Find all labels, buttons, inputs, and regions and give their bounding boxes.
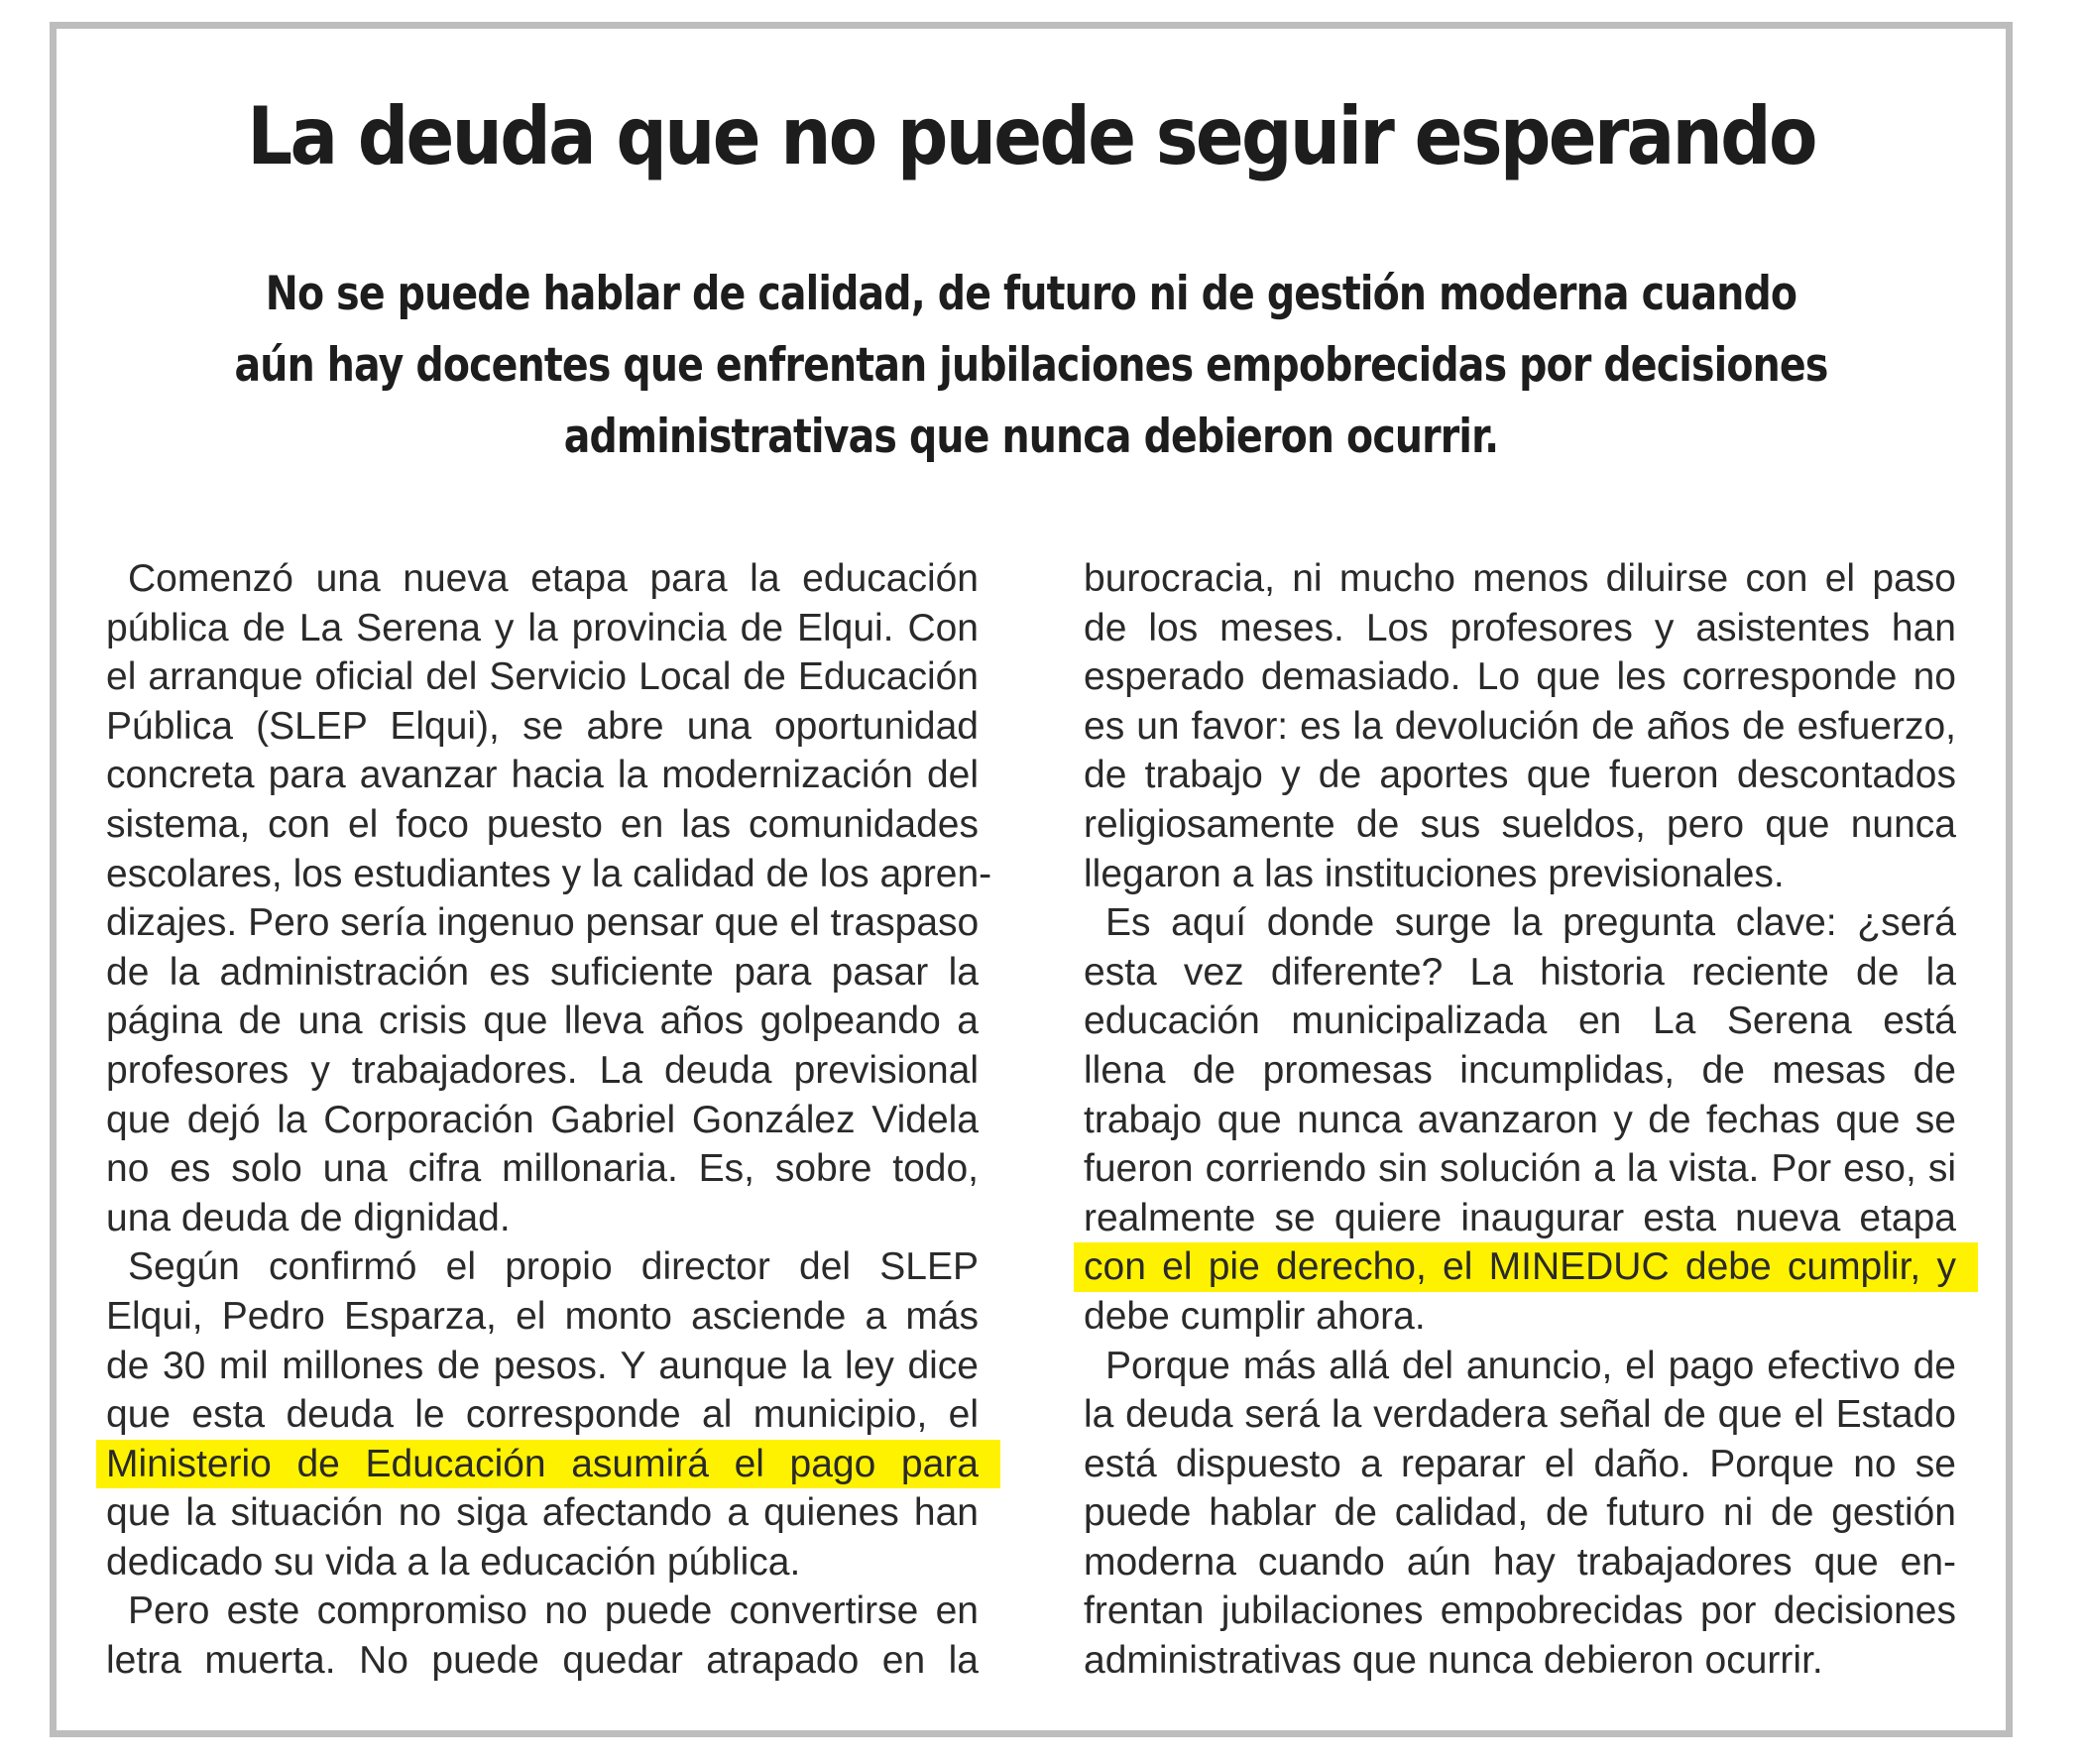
text-line: llena de promesas incumplidas, de mesas de <box>1084 1048 1956 1092</box>
text-line: que la situación no siga afectando a quienes han <box>106 1491 979 1535</box>
text-line: Porque más allá del anuncio, el pago efectivo de <box>1105 1344 1956 1387</box>
text-line: de los meses. Los profesores y asistentes han <box>1084 606 1956 649</box>
deck-line: aún hay docentes que enfrentan jubilaciones empobrecidas por decisiones <box>234 338 1828 393</box>
text-line: trabajo que nunca avanzaron y de fechas que se <box>1084 1098 1956 1141</box>
deck-line: administrativas que nunca debieron ocurrir. <box>563 410 1499 464</box>
text-line: profesores y trabajadores. La deuda previsional <box>106 1048 979 1092</box>
text-line: esperado demasiado. Lo que les corresponde no <box>1084 655 1956 699</box>
text-line: fueron corriendo sin solución a la vista. Por eso, si <box>1084 1147 1956 1191</box>
text-line: de 30 mil millones de pesos. Y aunque la ley dice <box>106 1344 979 1387</box>
text-line: llegaron a las instituciones previsionales. <box>1084 852 1785 895</box>
text-line: de la administración es suficiente para pasar la <box>106 950 979 994</box>
text-line: puede hablar de calidad, de futuro ni de gestión <box>1084 1491 1956 1535</box>
highlighted-text-line: Ministerio de Educación asumirá el pago para <box>96 1440 1000 1489</box>
text-line: esta vez diferente? La historia reciente de la <box>1084 950 1956 994</box>
text-line: dedicado su vida a la educación pública. <box>106 1540 801 1584</box>
text-line: Pública (SLEP Elqui), se abre una oportunidad <box>106 704 979 748</box>
text-line: está dispuesto a reparar el daño. Porque no se <box>1084 1442 1956 1485</box>
text-line: Según confirmó el propio director del SLEP <box>128 1245 979 1289</box>
text-line: que dejó la Corporación Gabriel González Videla <box>106 1098 979 1141</box>
text-line: de trabajo y de aportes que fueron descontados <box>1084 754 1956 797</box>
text-line: administrativas que nunca debieron ocurrir. <box>1084 1639 1823 1683</box>
text-line: moderna cuando aún hay trabajadores que en- <box>1084 1540 1956 1584</box>
text-line: letra muerta. No puede quedar atrapado en la <box>106 1639 979 1683</box>
deck-line: No se puede hablar de calidad, de futuro ni de gestión moderna cuando <box>265 267 1797 321</box>
text-line: el arranque oficial del Servicio Local de Educación <box>106 655 979 699</box>
text-line: Pero este compromiso no puede convertirse en <box>128 1589 979 1633</box>
text-line: es un favor: es la devolución de años de esfuerzo, <box>1084 704 1956 748</box>
text-line: una deuda de dignidad. <box>106 1196 511 1239</box>
text-line: Es aquí donde surge la pregunta clave: ¿será <box>1105 901 1956 945</box>
text-line: frentan jubilaciones empobrecidas por decisiones <box>1084 1589 1956 1633</box>
highlighted-text-line: con el pie derecho, el MINEDUC debe cumplir, y <box>1074 1242 1978 1292</box>
text-line: sistema, con el foco puesto en las comunidades <box>106 802 979 846</box>
text-line: concreta para avanzar hacia la modernización del <box>106 754 979 797</box>
text-line: página de una crisis que lleva años golpeando a <box>106 1000 979 1043</box>
text-line: escolares, los estudiantes y la calidad de los apren- <box>106 852 992 895</box>
article-right-column <box>1084 554 1956 1686</box>
text-line: Comenzó una nueva etapa para la educación <box>128 557 979 600</box>
text-line: debe cumplir ahora. <box>1084 1294 1426 1338</box>
article-headline: La deuda que no puede seguir esperando <box>247 90 1815 182</box>
text-line: burocracia, ni mucho menos diluirse con el paso <box>1084 557 1956 600</box>
text-line: dizajes. Pero sería ingenuo pensar que el traspaso <box>106 901 980 945</box>
text-line: la deuda será la verdadera señal de que el Estado <box>1084 1393 1956 1437</box>
text-line: educación municipalizada en La Serena está <box>1084 1000 1956 1043</box>
text-line: no es solo una cifra millonaria. Es, sobre todo, <box>106 1147 979 1191</box>
text-line: realmente se quiere inaugurar esta nueva etapa <box>1084 1196 1956 1239</box>
text-line: pública de La Serena y la provincia de Elqui. Con <box>106 606 979 649</box>
article-frame <box>50 22 2013 1737</box>
article-deck <box>57 259 2006 473</box>
article-left-column <box>106 554 992 1686</box>
text-line: religiosamente de sus sueldos, pero que nunca <box>1084 802 1956 846</box>
text-line: que esta deuda le corresponde al municipio, el <box>106 1393 979 1437</box>
text-line: Elqui, Pedro Esparza, el monto asciende a más <box>106 1294 979 1338</box>
